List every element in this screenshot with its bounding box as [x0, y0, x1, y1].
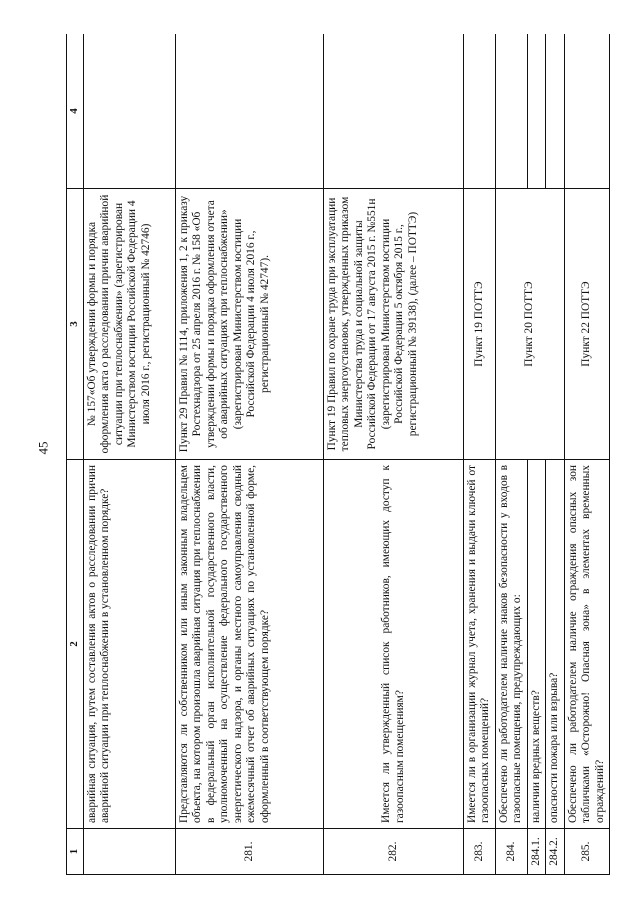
- row-number: 281.: [176, 829, 324, 875]
- table-row: [464, 34, 496, 875]
- row-note: [176, 34, 324, 189]
- table-row: [176, 34, 324, 875]
- header-col-2: 2: [67, 460, 84, 829]
- rotated-table-container: [66, 34, 614, 875]
- row-question: опасности пожара или взрыва?: [546, 460, 564, 829]
- row-question: аварийная ситуация, путем составления актов о расследовании причин аварийной ситуации при теплоснабжении в установленном порядке?: [84, 460, 176, 829]
- table-row: [564, 34, 609, 875]
- row-question: Обеспечено ли работодателем наличие знаков безопасности у входов в газоопасные помещения, предупреждающих о:: [495, 460, 527, 829]
- row-question: Обеспечено ли работодателем наличие ограждения опасных зон табличками «Осторожно! Опасная зона» в элементах временных ограждений?: [564, 460, 609, 829]
- row-reference: Пункт 22 ПОТТЭ: [564, 189, 609, 460]
- row-note: [495, 34, 527, 189]
- row-note: [324, 34, 464, 189]
- page-number: 45: [35, 441, 51, 455]
- row-number: [84, 829, 176, 875]
- row-reference: Пункт 19 Правил по охране труда при эксплуатации тепловых энергоустановок, утвержденных приказом Министерства труда и социальной защиты Российской Федерации от 17 августа 2015 г. №551н (зарегистрирован Министерством юстиции Российской Федерации 5 октября 2015 г., регистрационный № 39138), (далее – ПОТТЭ): [324, 189, 464, 460]
- row-note: [564, 34, 609, 189]
- table-row: [84, 34, 176, 875]
- table-row: [324, 34, 464, 875]
- row-reference: Пункт 29 Правил № 1114, приложения 1, 2 к приказу Ростехнадзора от 25 апреля 2016 г. № 158 «Об утверждении формы и порядка оформления отчета об аварийных ситуациях при теплоснабжении» (зарегистрирован Министерством юстиции Российской Федерации 4 июля 2016 г., регистрационный № 42747).: [176, 189, 324, 460]
- row-reference: № 157«Об утверждении формы и порядка оформления акта о расследовании причин аварийной ситуации при теплоснабжении» (зарегистрирован Министерством юстиции Российской Федерации 4 июля 2016 г., регистрационный № 42746): [84, 189, 176, 460]
- row-number: 282.: [324, 829, 464, 875]
- row-question: Представляются ли собственником или иным законным владельцем объекта, на котором произошла аварийная ситуация при теплоснабжении в федеральный орган исполнительной государственного власти, уполномоченный на осуществление федерального государственного энергетического надзора, и органы местного самоуправления сводный ежемесячный отчет об аварийных ситуациях по установленной форме, оформленный в соответствующем порядке?: [176, 460, 324, 829]
- checklist-table: [66, 34, 610, 875]
- row-number: 285.: [564, 829, 609, 875]
- table-header-row: [67, 34, 84, 875]
- table-row: [495, 34, 527, 875]
- header-col-3: 3: [67, 189, 84, 460]
- row-note: [84, 34, 176, 189]
- row-number: 284.: [495, 829, 527, 875]
- header-col-1: 1: [67, 829, 84, 875]
- row-number: 284.2.: [546, 829, 564, 875]
- row-number: 284.1.: [527, 829, 545, 875]
- row-note: [464, 34, 496, 189]
- row-reference: Пункт 20 ПОТТЭ: [495, 189, 564, 460]
- document-page: [66, 34, 614, 875]
- row-reference: Пункт 19 ПОТТЭ: [464, 189, 496, 460]
- row-note: [527, 34, 545, 189]
- row-note: [546, 34, 564, 189]
- row-question: наличии вредных веществ?: [527, 460, 545, 829]
- row-question: Имеется ли в организации журнал учета, хранения и выдачи ключей от газоопасных помещений?: [464, 460, 496, 829]
- row-number: 283.: [464, 829, 496, 875]
- header-col-4: 4: [67, 34, 84, 189]
- row-question: Имеется ли утвержденный список работников, имеющих доступ к газоопасным помещениям?: [324, 460, 464, 829]
